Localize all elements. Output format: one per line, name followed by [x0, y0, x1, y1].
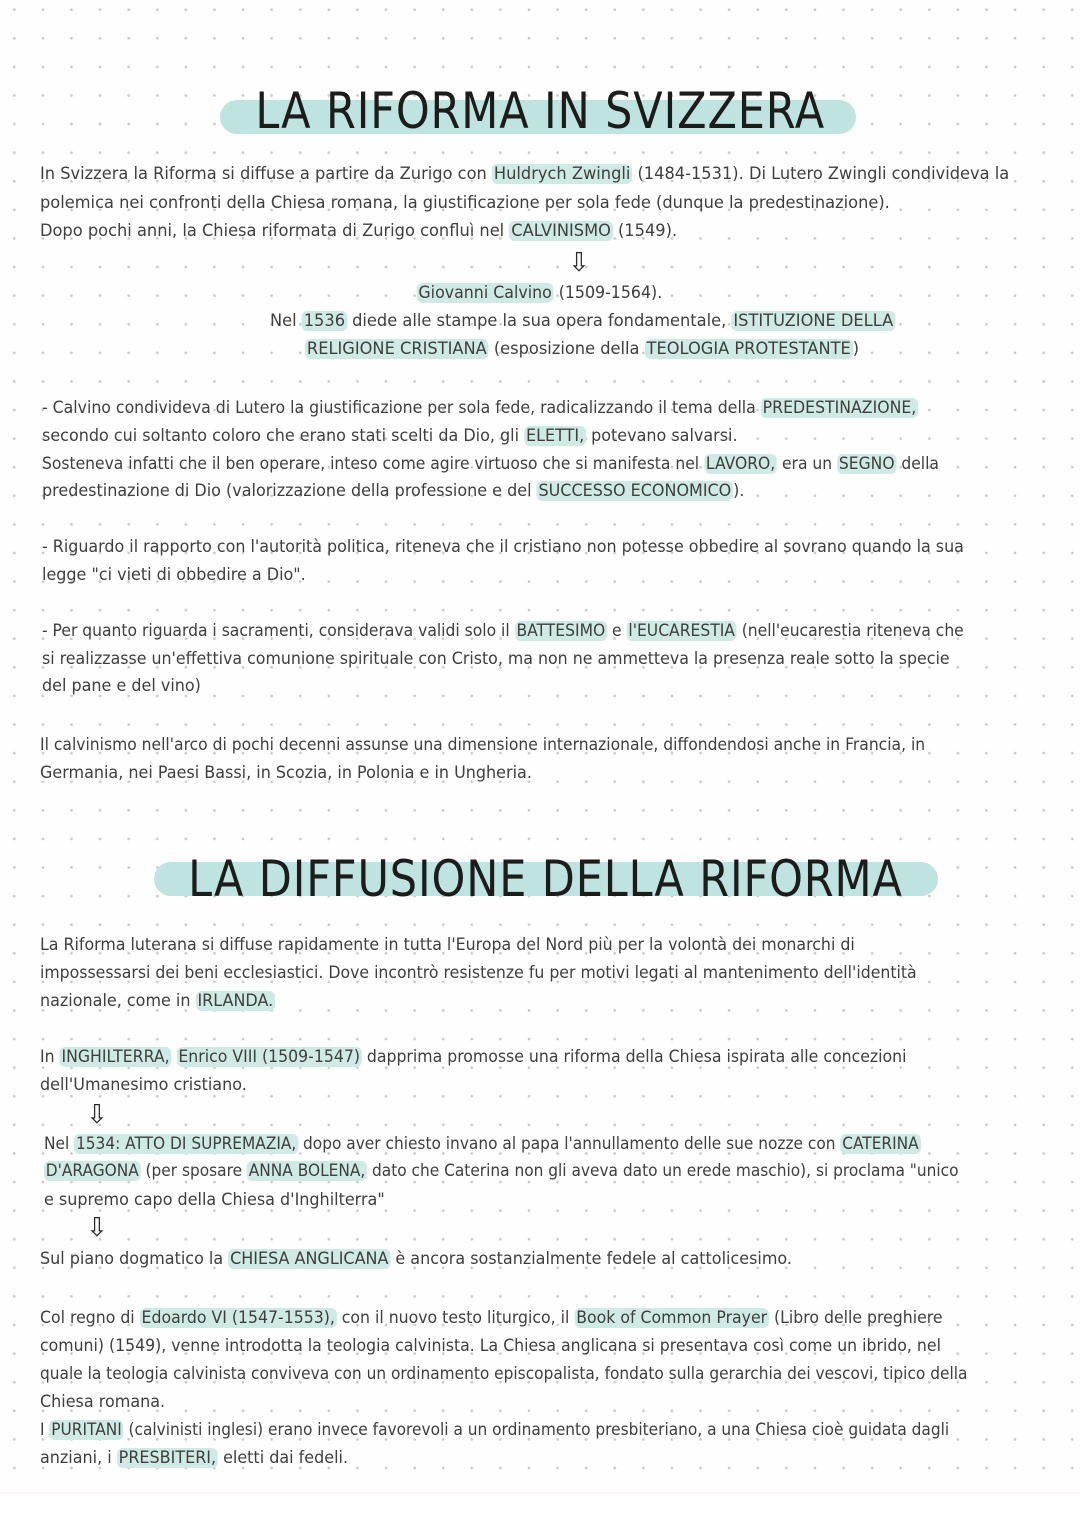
text-segment: (nell'eucarestia riteneva che [736, 621, 964, 641]
text-segment: dell'Umanesimo cristiano. [40, 1075, 247, 1095]
text-segment: dapprima promosse una riforma della Chiesa ispirata alle concezioni [361, 1047, 907, 1067]
text-segment: (per sposare [140, 1161, 247, 1181]
paragraph-line [42, 535, 964, 559]
highlighted-term: 1534: ATTO DI SUPREMAZIA, [75, 1134, 297, 1154]
text-segment: In [40, 1047, 60, 1067]
highlighted-term: Edoardo VI (1547-1553), [141, 1308, 335, 1328]
paragraph-line [42, 479, 744, 503]
text-segment: comuni) (1549), venne introdotta la teologia calvinista. La Chiesa anglicana si presentava così come un ibrido, nel [40, 1336, 941, 1356]
text-segment: ) [852, 339, 860, 359]
text-segment: In Svizzera la Riforma si diffuse a partire da Zurigo con [40, 164, 492, 184]
text-segment: Chiesa romana. [40, 1392, 166, 1412]
highlighted-term: IRLANDA. [197, 991, 274, 1011]
paragraph-line [40, 761, 532, 785]
text-segment: ). [733, 481, 745, 501]
text-segment: - Per quanto riguarda i sacramenti, considerava validi solo il [42, 621, 515, 641]
text-segment: (1484-1531). Di Lutero Zwingli condivideva la [632, 164, 1010, 184]
down-arrow-icon: ⇩ [86, 1100, 108, 1130]
highlighted-term: ANNA BOLENA, [248, 1161, 366, 1181]
text-segment: polemica nei confronti della Chiesa romana, la giustificazione per sola fede (dunque la predestinazione). [40, 193, 890, 213]
text-segment: - Riguardo il rapporto con l'autorità politica, riteneva che il cristiano non potesse obbedire al sovrano quando la sua [42, 537, 964, 557]
highlighted-term: 1536 [303, 311, 346, 331]
paragraph-line [40, 1306, 943, 1330]
text-segment: era un [777, 454, 838, 474]
paragraph-line [44, 1159, 958, 1183]
text-segment: La Riforma luterana si diffuse rapidamente in tutta l'Europa del Nord più per la volontà dei monarchi di [40, 935, 855, 955]
text-segment: (esposizione della [488, 339, 645, 359]
text-segment: (Libro delle preghiere [768, 1308, 943, 1328]
text-segment: dopo aver chiesto invano al papa l'annullamento delle sue nozze con [298, 1134, 841, 1154]
paragraph-line [44, 1132, 920, 1156]
paragraph-line [42, 452, 939, 476]
text-segment: (1509-1564). [553, 283, 663, 303]
paragraph-line [42, 424, 738, 448]
paragraph-line [40, 961, 917, 985]
paragraph-line [40, 1247, 792, 1271]
highlighted-term: Book of Common Prayer [576, 1308, 768, 1328]
calvino-work-line [305, 337, 859, 361]
highlighted-term: Enrico VIII (1509-1547) [178, 1047, 360, 1067]
text-segment: Sul piano dogmatico la [40, 1249, 229, 1269]
text-segment: secondo cui soltanto coloro che erano stati scelti da Dio, gli [42, 426, 525, 446]
highlighted-term: Giovanni Calvino [418, 283, 552, 303]
calvino-name-line [0, 281, 1079, 305]
down-arrow-icon: ⇩ [86, 1213, 108, 1243]
section-title-diffusione-riforma [150, 848, 940, 910]
highlighted-term: PURITANI [51, 1420, 122, 1440]
paragraph-line [40, 933, 855, 957]
highlighted-term: TEOLOGIA PROTESTANTE [646, 339, 851, 359]
paragraph-line [40, 162, 1009, 186]
paragraph-line [42, 647, 950, 671]
highlighted-term: CALVINISMO [511, 221, 611, 241]
highlighted-term: CHIESA ANGLICANA [230, 1249, 389, 1269]
text-segment: e supremo capo della Chiesa d'Inghilterra" [44, 1190, 385, 1210]
text-segment: impossessarsi dei beni ecclesiastici. Dove incontrò resistenze fu per motivi legati al mantenimento dell'identità [40, 963, 917, 983]
highlighted-term: PRESBITERI, [118, 1448, 217, 1468]
text-segment: legge "ci vieti di obbedire a Dio". [42, 565, 306, 585]
paragraph-line [42, 619, 964, 643]
text-segment: anziani, i [40, 1448, 117, 1468]
paragraph-line [40, 1045, 906, 1069]
calvino-work-line [270, 309, 895, 333]
paragraph-line [40, 219, 677, 243]
highlighted-term: BATTESIMO [516, 621, 606, 641]
text-segment: diede alle stampe la sua opera fondamentale, [346, 311, 732, 331]
paragraph-line [40, 1334, 941, 1358]
text-segment: del pane e del vino) [42, 676, 201, 696]
highlighted-term: SEGNO [838, 454, 895, 474]
highlighted-term: D'ARAGONA [45, 1161, 139, 1181]
text-segment [171, 1047, 176, 1067]
text-segment: Nel [270, 311, 302, 331]
highlighted-term: ISTITUZIONE DELLA [733, 311, 894, 331]
text-segment: è ancora sostanzialmente fedele al cattolicesimo. [390, 1249, 792, 1269]
highlighted-term: ELETTI, [526, 426, 585, 446]
text-segment: Col regno di [40, 1308, 140, 1328]
text-segment: della [896, 454, 939, 474]
paragraph-line [42, 396, 918, 420]
text-segment: - Calvino condivideva di Lutero la giustificazione per sola fede, radicalizzando il tema della [42, 398, 761, 418]
page-bottom-margin [0, 1492, 1080, 1529]
paragraph-line [42, 563, 306, 587]
paragraph-line [40, 1418, 949, 1442]
highlighted-term: LAVORO, [705, 454, 776, 474]
paragraph-line [40, 191, 890, 215]
text-segment: Germania, nei Paesi Bassi, in Scozia, in Polonia e in Ungheria. [40, 763, 532, 783]
paragraph-line [40, 989, 275, 1013]
paragraph-line [40, 1362, 967, 1386]
page-title: LA RIFORMA IN SVIZZERA [255, 82, 825, 140]
paragraph-line [40, 733, 925, 757]
text-segment: nazionale, come in [40, 991, 196, 1011]
text-segment: I [40, 1420, 50, 1440]
paragraph-line [40, 1390, 165, 1414]
paragraph-line [40, 1446, 348, 1470]
section-heading: LA DIFFUSIONE DELLA RIFORMA [187, 850, 903, 908]
section-title-riforma-svizzera [220, 80, 860, 142]
text-segment: Sosteneva infatti che il ben operare, inteso come agire virtuoso che si manifesta nel [42, 454, 705, 474]
text-segment: Nel [44, 1134, 75, 1154]
paragraph-line [44, 1188, 385, 1212]
text-segment: si realizzasse un'effettiva comunione spirituale con Cristo, ma non ne ammetteva la presenza reale sotto la specie [42, 649, 950, 669]
text-segment: Il calvinismo nell'arco di pochi decenni assunse una dimensione internazionale, diffondendosi anche in Francia, in [40, 735, 926, 755]
text-segment: potevano salvarsi. [586, 426, 738, 446]
paragraph-line [42, 674, 201, 698]
highlighted-term: Huldrych Zwingli [493, 164, 631, 184]
text-segment: (calvinisti inglesi) erano invece favorevoli a un ordinamento presbiteriano, a una Chiesa cioè guidata dagli [123, 1420, 950, 1440]
down-arrow-icon: ⇩ [568, 248, 590, 278]
paragraph-line [40, 1073, 247, 1097]
highlighted-term: l'EUCARESTIA [628, 621, 735, 641]
text-segment: e [607, 621, 627, 641]
highlighted-term: INGHILTERRA, [61, 1047, 170, 1067]
text-segment: Dopo pochi anni, la Chiesa riformata di Zurigo confluì nel [40, 221, 510, 241]
highlighted-term: CATERINA [842, 1134, 919, 1154]
text-segment: quale la teologia calvinista conviveva con un ordinamento episcopalista, fondato sulla gerarchia dei vescovi, tipico della [40, 1364, 968, 1384]
text-segment: eletti dai fedeli. [217, 1448, 349, 1468]
text-segment: predestinazione di Dio (valorizzazione della professione e del [42, 481, 537, 501]
highlighted-term: SUCCESSO ECONOMICO [538, 481, 732, 501]
text-segment: (1549). [612, 221, 678, 241]
highlighted-term: PREDESTINAZIONE, [762, 398, 917, 418]
highlighted-term: RELIGIONE CRISTIANA [306, 339, 487, 359]
text-segment: dato che Caterina non gli aveva dato un erede maschio), si proclama "unico [367, 1161, 959, 1181]
text-segment: con il nuovo testo liturgico, il [336, 1308, 575, 1328]
